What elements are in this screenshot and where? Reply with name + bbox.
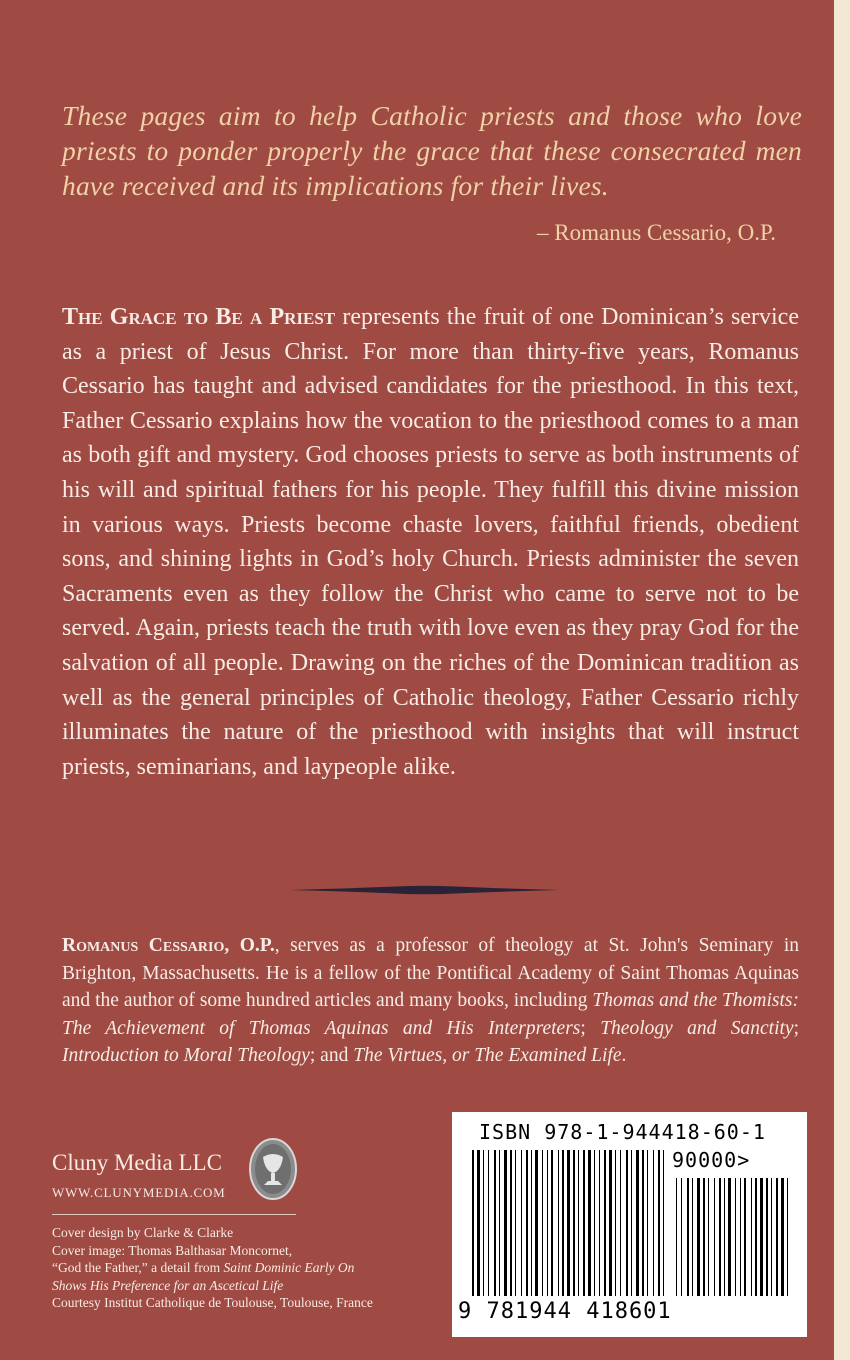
credit-image-detail: “God the Father,” a detail from Saint Dominic Early On: [52, 1260, 355, 1275]
ean-digits: 9 781944 418601: [458, 1299, 672, 1324]
isbn-label: ISBN 978-1-944418-60-1: [479, 1120, 766, 1144]
publisher-seal-icon: [248, 1137, 298, 1201]
book-theology-and-sanctity: Theology and Sanctity: [600, 1017, 794, 1039]
publisher-rule: [52, 1214, 296, 1215]
pull-quote: These pages aim to help Catholic priests and those who love priests to ponder properly the grace that these consecrated men have received and its implications for their lives.: [62, 100, 802, 201]
publisher-name: Cluny Media LLC: [52, 1150, 222, 1175]
separator: ;: [793, 1017, 799, 1039]
bio-end: .: [621, 1045, 627, 1066]
spine-edge: [834, 0, 850, 1360]
description-text: represents the fruit of one Dominican’s service as a priest of Jesus Christ. For more than thirty-five years, Romanus Cessario has taught and advised candidates for the priesthood. In this text, Father Cessario explains how the vocation to the priesthood comes to a man as both gift and mystery. God chooses priests to serve as both instruments of his will and spiritual fathers for his people. They fulfill this divine mission in various ways. Priests become chaste lovers, faithful friends, obedient sons, and shining lights in God’s holy Church. Priests administer the seven Sacraments even as they follow the Christ who came to serve not to be served. Again, priests teach the truth with love even as they pray God for the salvation of all people. Drawing on the riches of the Dominican tradition as well as the general principles of Catholic theology, Father Cessario richly illuminates the nature of the priesthood with insights that will instruct priests, seminarians, and laypeople alike.: [62, 304, 799, 780]
author-bio: [62, 932, 799, 1070]
separator: ;: [580, 1017, 601, 1039]
barcode-icon: [458, 1148, 798, 1306]
book-introduction-to-moral-theology: Introduction to Moral Theology: [62, 1045, 310, 1066]
price-code: 90000>: [672, 1148, 751, 1172]
book-the-virtues: The Virtues, or The Examined Life: [353, 1045, 622, 1066]
separator: ; and: [309, 1045, 354, 1066]
book-thomas-and-the-thomists: Thomas and the Thomists: The Achievement of Thomas Aquinas and His Interpreters: [62, 990, 799, 1039]
cover-credits: [52, 1224, 452, 1312]
credit-image: Cover image: Thomas Balthasar Moncornet,: [52, 1242, 293, 1258]
credit-design: Cover design by Clarke & Clarke: [52, 1225, 234, 1240]
publisher-website: WWW.CLUNYMEDIA.COM: [52, 1185, 226, 1200]
ornamental-divider: [290, 880, 560, 900]
credit-courtesy: Courtesy Institut Catholique de Toulouse, Toulouse, France: [52, 1295, 373, 1310]
book-title: The Grace to Be a Priest: [62, 304, 336, 330]
quote-attribution: – Romanus Cessario, O.P.: [537, 220, 776, 245]
credit-image-title: Shows His Preference for an Ascetical Life: [52, 1277, 284, 1293]
author-name: Romanus Cessario, O.P.: [62, 935, 275, 956]
bio-text: , serves as a professor of theology at St. John's Seminary in Brighton, Massachusetts. He is a fellow of the Pontifical Academy of Saint Thomas Aquinas and the author of some hundred articles and many books, including: [62, 935, 799, 1011]
book-description: [62, 300, 799, 784]
